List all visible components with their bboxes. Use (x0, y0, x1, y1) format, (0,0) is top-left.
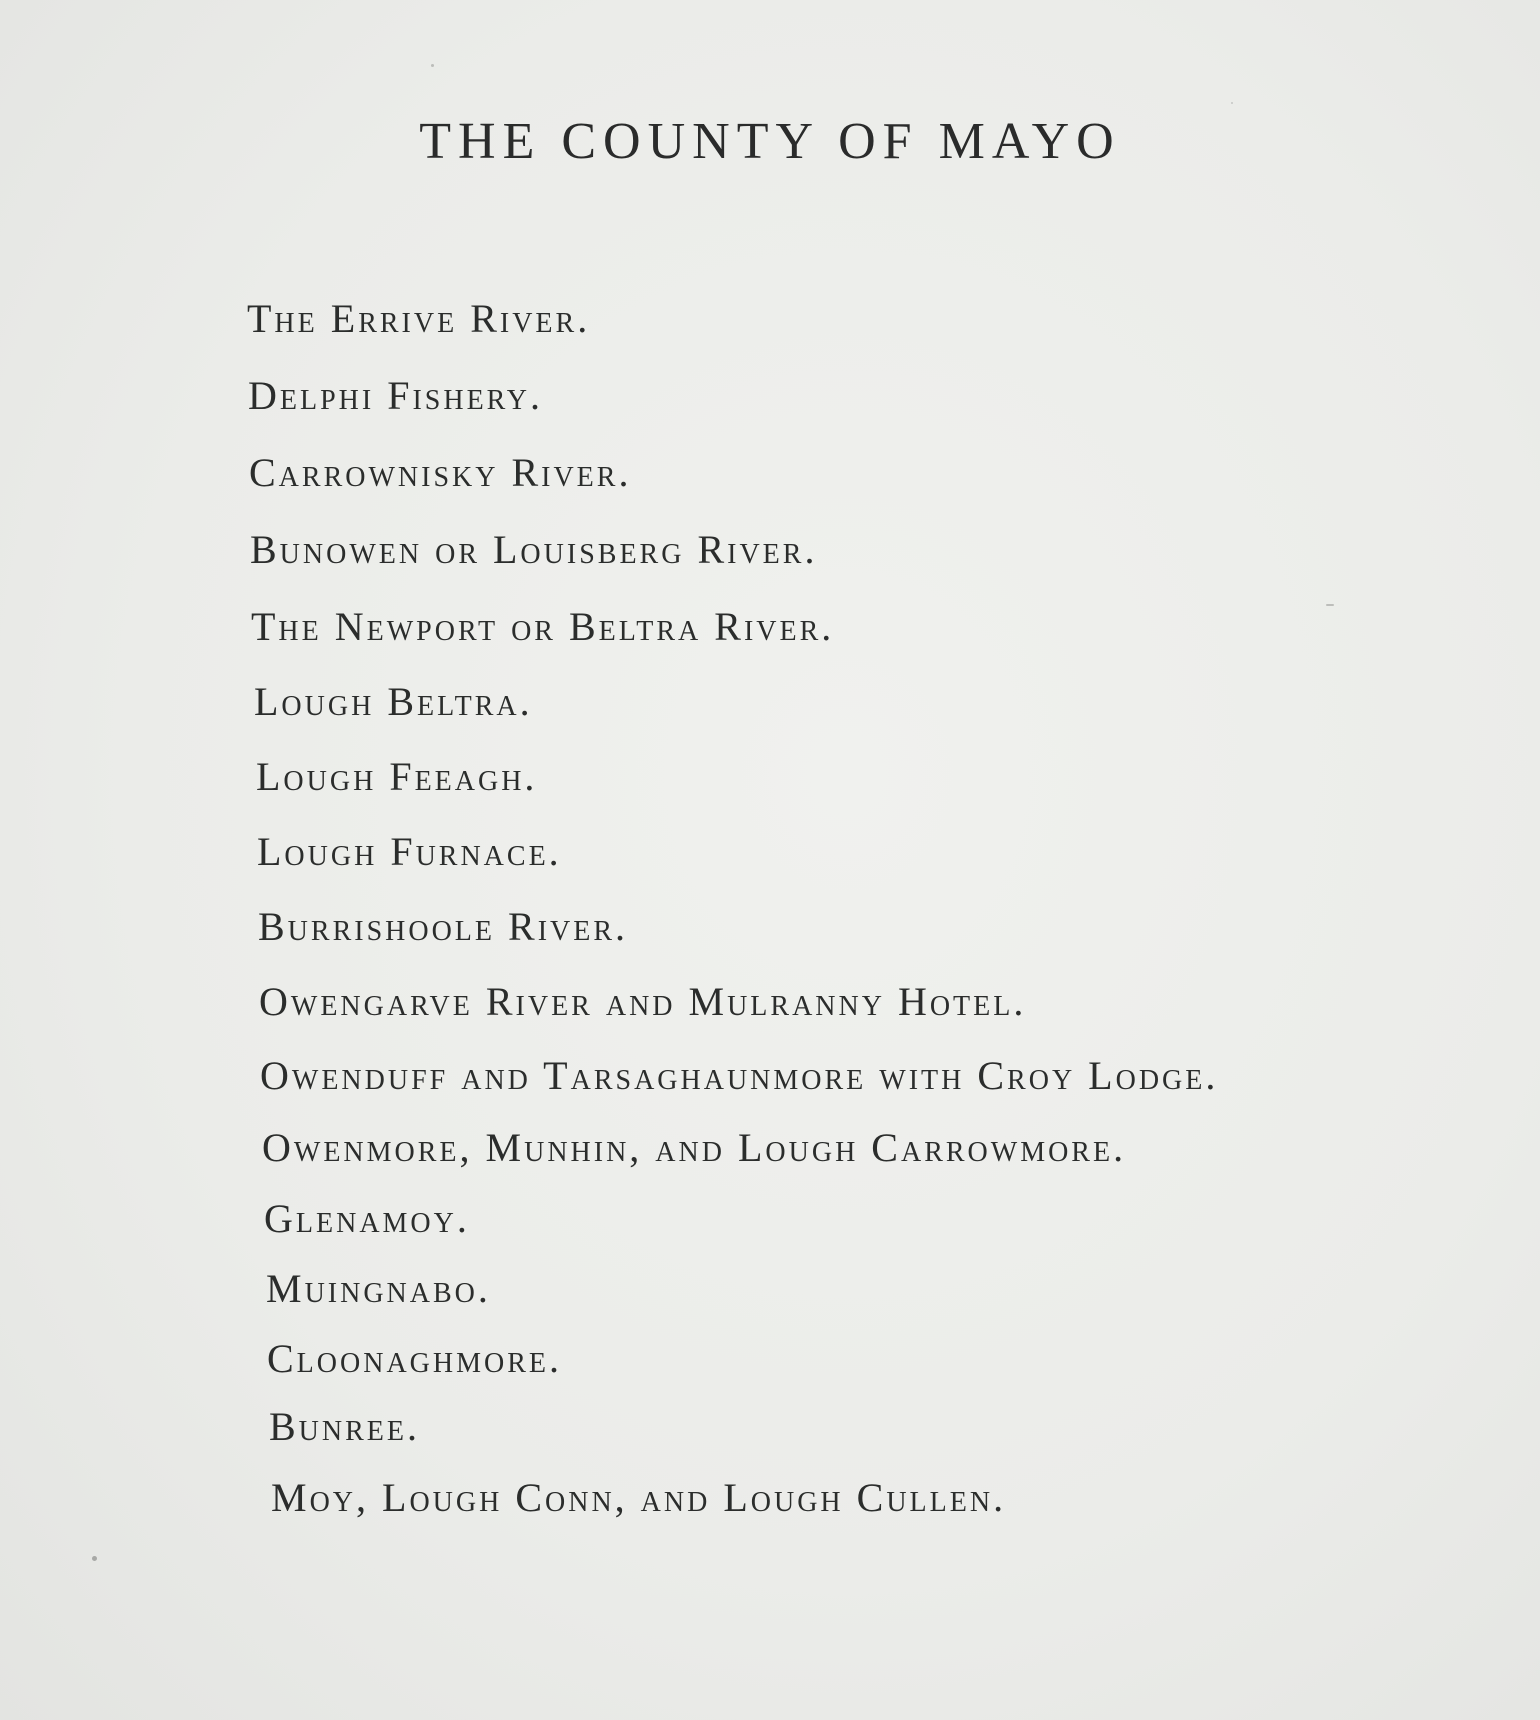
page-title: THE COUNTY OF MAYO (419, 113, 1121, 170)
list-item: Carrownisky River. (249, 450, 632, 495)
list-item: Bunree. (269, 1404, 421, 1449)
list-item: Lough Beltra. (254, 679, 533, 724)
list-item: Cloonaghmore. (267, 1336, 563, 1381)
list-item: Owengarve River and Mulranny Hotel. (259, 979, 1027, 1024)
list-item: Lough Furnace. (257, 829, 562, 874)
list-item: Bunowen or Louisberg River. (250, 527, 818, 572)
paper-speck (431, 64, 434, 67)
list-item: Glenamoy. (264, 1196, 470, 1241)
list-item: Delphi Fishery. (248, 373, 544, 418)
list-item: The Newport or Beltra River. (251, 604, 835, 649)
paper-speck (92, 1556, 97, 1561)
list-item: Lough Feeagh. (256, 754, 538, 799)
list-item: Owenmore, Munhin, and Lough Carrowmore. (262, 1125, 1127, 1170)
list-item: Muingnabo. (266, 1266, 491, 1311)
list-item: Burrishoole River. (258, 904, 629, 949)
list-item: Owenduff and Tarsaghaunmore with Croy Lodge. (260, 1053, 1219, 1098)
paper-speck (1326, 604, 1334, 606)
list-item: Moy, Lough Conn, and Lough Cullen. (271, 1475, 1007, 1520)
paper-speck (1231, 102, 1233, 104)
list-item: The Errive River. (247, 296, 591, 341)
